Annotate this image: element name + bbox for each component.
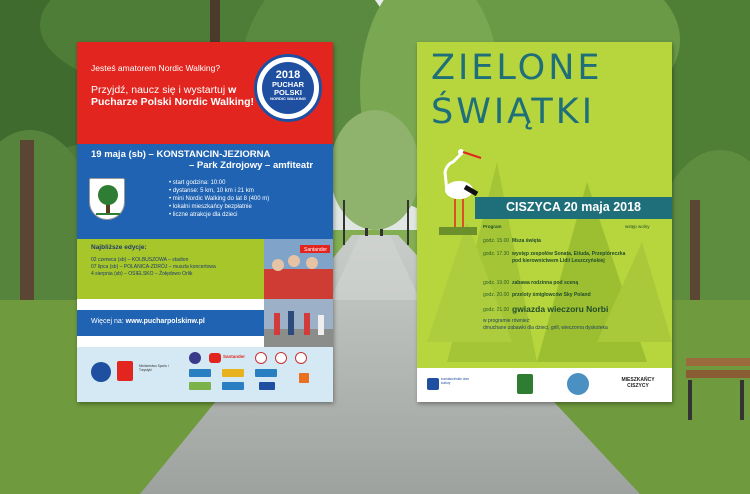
participants-photo xyxy=(264,239,333,299)
event-date: CISZYCA 20 maja 2018 xyxy=(505,200,642,214)
nordic-walking-poster xyxy=(77,42,333,402)
photo-sign: Santander xyxy=(304,247,328,253)
also-title: w programie również: xyxy=(483,318,531,324)
more-info-bar xyxy=(77,310,264,336)
bullet-item: • dystanse: 5 km, 10 km i 21 km xyxy=(169,188,329,196)
sponsor-logo-icon xyxy=(295,352,307,364)
zielone-swiatki-poster xyxy=(417,42,672,402)
intro-bold: w Pucharze Polski Nordic Walking! xyxy=(91,84,254,109)
logo4-text: MIESZKAŃCY CISZYCY xyxy=(621,377,655,389)
editions-list xyxy=(91,257,263,277)
more-url: www.pucharpolskinw.pl xyxy=(125,318,205,325)
town-crest-icon xyxy=(89,178,125,220)
sponsor-logo-icon xyxy=(189,369,211,377)
badge-line1: PUCHAR xyxy=(271,80,305,89)
walkers-photo xyxy=(264,299,333,347)
sponsor-logo-icon xyxy=(275,352,287,364)
schedule-time: godz. 21.00 xyxy=(483,307,510,313)
badge-line3: NORDIC WALKING xyxy=(270,95,306,101)
sponsor-logo-icon xyxy=(259,382,275,390)
logo-bar xyxy=(417,368,672,402)
edition-item: 02 czerwca (sb) – KOLBUSZOWA – stadion xyxy=(91,257,189,263)
schedule-event: gwiazda wieczoru Norbi xyxy=(512,304,609,314)
event-bullets xyxy=(169,180,329,220)
editions-section xyxy=(77,239,264,299)
sponsor-logo-icon xyxy=(299,373,309,383)
puchar-badge xyxy=(254,54,322,122)
also-in-program xyxy=(483,318,668,331)
dom-kultury-icon xyxy=(427,378,439,390)
sponsor-logo-icon xyxy=(222,369,244,377)
sponsor-logo-icon xyxy=(222,382,244,390)
bullet-item: • start godzina: 10:00 xyxy=(169,180,329,188)
event-place: – Park Zdrojowy – amfiteatr xyxy=(189,159,314,171)
poster-header xyxy=(77,42,333,144)
schedule-time: godz. 15.00 xyxy=(483,238,510,244)
schedule-event: Msza święta xyxy=(512,238,541,244)
event-date xyxy=(91,150,321,172)
tree-logo-icon xyxy=(517,374,533,394)
bullet-item: • liczne atrakcje dla dzieci xyxy=(169,212,329,220)
eagle-emblem-icon xyxy=(117,361,133,381)
logo1-text: konstancińskie dom kultury xyxy=(441,377,469,385)
schedule-time: godz. 19.00 xyxy=(483,280,510,286)
park-bench xyxy=(680,350,750,430)
schedule-event: zabawa rodzinna pod sceną xyxy=(512,280,579,286)
sponsor-santander: Santander xyxy=(223,354,246,359)
intro-light: Przyjdź, naucz się i wystartuj xyxy=(91,84,226,96)
sponsor-logo-icon xyxy=(255,369,277,377)
schedule-time: godz. 20.00 xyxy=(483,292,510,298)
also-text: dmuchane zabawki dla dzieci, grill, wieczorna dyskoteka xyxy=(483,324,608,331)
sponsor-logo-icon xyxy=(255,352,267,364)
badge-line2: POLSKI xyxy=(274,87,302,97)
intro-question: Jesteś amatorem Nordic Walking? xyxy=(91,63,221,73)
sponsor-logo-icon xyxy=(189,382,211,390)
sponsor-logo-icon xyxy=(189,352,201,364)
editions-title: Najbliższe edycje: xyxy=(91,244,147,251)
bullet-item: • lokalni mieszkańcy bezpłatnie xyxy=(169,204,329,212)
schedule-event: przeloty śmigłowców Sky Poland xyxy=(512,292,591,298)
title-line1: ZIELONE xyxy=(431,48,603,88)
badge-year: 2018 xyxy=(275,69,301,81)
date-band xyxy=(475,197,672,219)
bullet-item: • mini Nordic Walking do lat 8 (400 m) xyxy=(169,196,329,204)
more-prefix: Więcej na: xyxy=(91,318,124,325)
more-info-text xyxy=(91,318,263,325)
round-logo-icon xyxy=(567,373,589,395)
intro-text xyxy=(91,84,271,108)
event-date-line: 19 maja (sb) – KONSTANCIN-JEZIORNA xyxy=(91,149,271,160)
edition-item: 07 lipca (sb) – POLANICA-ZDRÓJ – muszla koncertowa xyxy=(91,263,216,270)
santander-icon xyxy=(209,353,221,363)
sponsor-bar xyxy=(77,347,333,402)
sponsor-ministry: Ministerstwo Sportu i Turystyki xyxy=(139,364,169,372)
event-section xyxy=(77,144,333,239)
schedule-time: godz. 17.30 xyxy=(483,251,510,257)
program-label: Program xyxy=(483,224,502,229)
entry-label: wstęp wolny xyxy=(625,224,650,229)
edition-item: 4 sierpnia (sb) – OSIELSKO – Żołędowo Orlik xyxy=(91,270,193,277)
schedule-event: występ zespołów Sonata, Etiuda, Przepióreczka pod kierownictwem Lidii Leszczyńskiej xyxy=(512,251,626,264)
badge-inner xyxy=(262,62,314,114)
title-line2: ŚWIĄTKI xyxy=(431,92,596,132)
badge-logo-icon xyxy=(91,362,111,382)
